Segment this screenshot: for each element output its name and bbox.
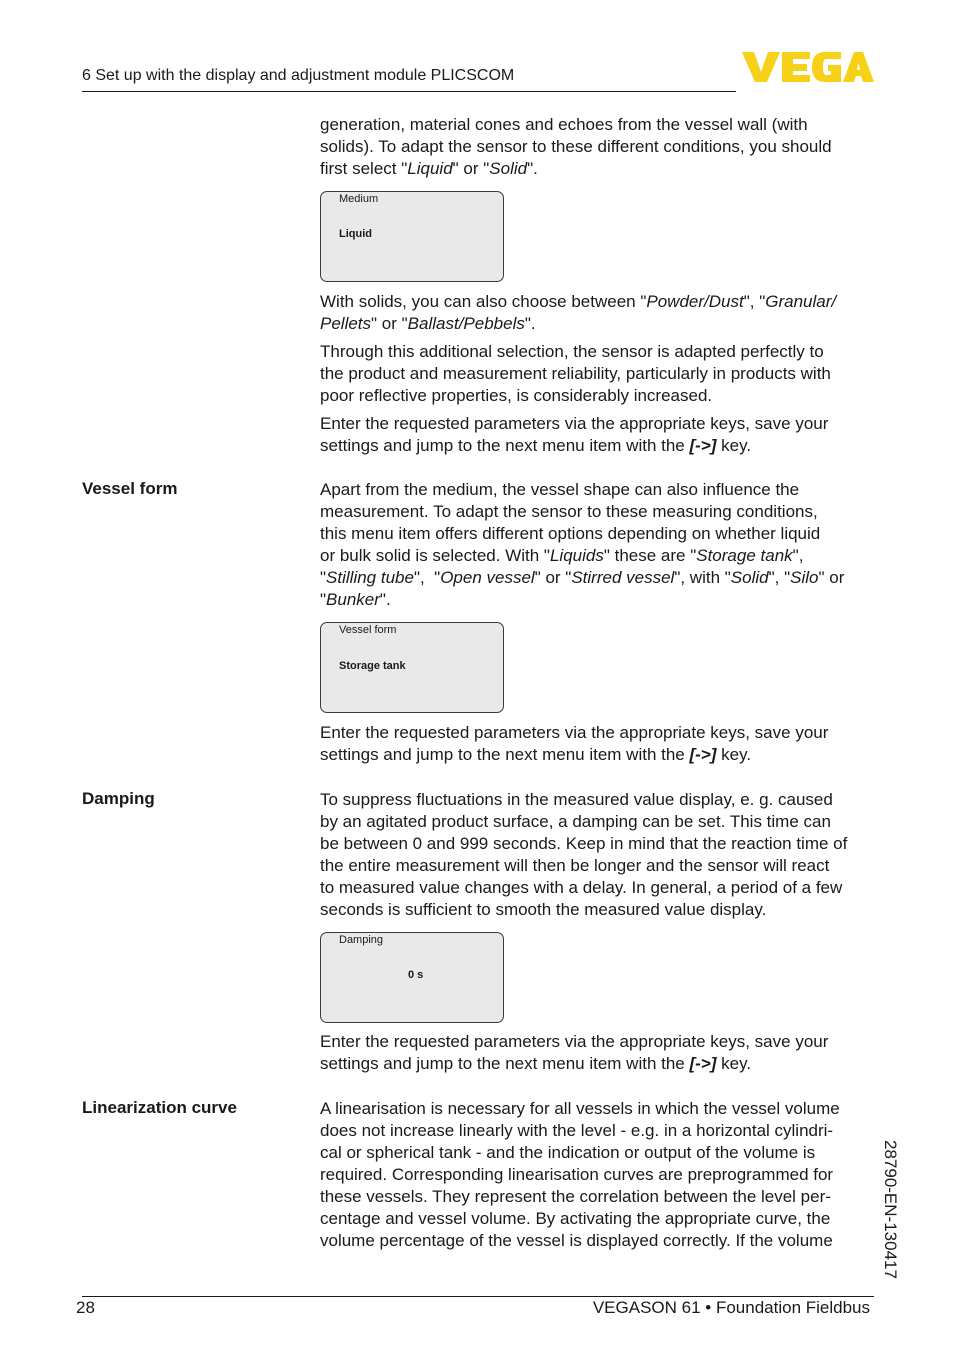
display-title: Vessel form <box>339 624 397 636</box>
page-number: 28 <box>76 1298 95 1317</box>
text-line: solids). To adapt the sensor to these different conditions, you should <box>320 137 832 156</box>
text-line: settings and jump to the next menu item with the [->] key. <box>320 1054 752 1073</box>
display-medium <box>320 191 504 282</box>
text-line: does not increase linearly with the level - e.g. in a horizontal cylindri- <box>320 1121 834 1140</box>
text-line: Pellets" or "Ballast/Pebbels". <box>320 314 536 333</box>
section-label-damping: Damping <box>82 789 155 808</box>
display-vessel-form <box>320 622 504 713</box>
section-label-vessel-form: Vessel form <box>82 479 178 498</box>
text-line: to measured value changes with a delay. In general, a period of a few <box>320 878 843 897</box>
text-line: cal or spherical tank - and the indication or output of the volume is <box>320 1143 816 1162</box>
additional-paragraph <box>320 341 880 407</box>
footer-divider <box>82 1296 874 1297</box>
header-divider <box>82 91 736 92</box>
text-line: by an agitated product surface, a damping can be set. This time can <box>320 812 831 831</box>
text-line: Through this additional selection, the sensor is adapted perfectly to <box>320 342 824 361</box>
key-label: [->] <box>689 1054 717 1073</box>
text-line: Apart from the medium, the vessel shape can also influence the <box>320 480 800 499</box>
display-title: Damping <box>339 934 384 946</box>
enter-parameters-paragraph <box>320 413 880 457</box>
vega-logo <box>740 50 874 84</box>
section-header: 6 Set up with the display and adjustment module PLICSCOM <box>82 67 515 84</box>
text-line: first select "Liquid" or "Solid". <box>320 159 538 178</box>
text-line: these vessels. They represent the correlation between the level per- <box>320 1187 831 1206</box>
text-line: volume percentage of the vessel is displayed correctly. If the volume <box>320 1231 833 1250</box>
intro-paragraph <box>320 114 880 180</box>
text-line: Enter the requested parameters via the appropriate keys, save your <box>320 414 829 433</box>
key-label: [->] <box>689 745 717 764</box>
text-line: Enter the requested parameters via the appropriate keys, save your <box>320 723 829 742</box>
text-line: With solids, you can also choose between "Powder/Dust", "Granular/ <box>320 292 837 311</box>
text-line: To suppress fluctuations in the measured value display, e. g. caused <box>320 790 833 809</box>
vessel-form-paragraph <box>320 479 880 611</box>
document-code: 28790-EN-130417 <box>881 1140 900 1279</box>
document-title: VEGASON 61 • Foundation Fieldbus <box>592 1298 870 1317</box>
display-damping <box>320 932 504 1023</box>
text-line: settings and jump to the next menu item with the [->] key. <box>320 745 752 764</box>
solids-paragraph <box>320 291 880 335</box>
text-line: poor reflective properties, is considerably increased. <box>320 386 713 405</box>
text-line: "Bunker". <box>320 590 391 609</box>
text-line: Enter the requested parameters via the appropriate keys, save your <box>320 1032 829 1051</box>
damping-paragraph <box>320 789 880 921</box>
text-line: measurement. To adapt the sensor to these measuring conditions, <box>320 502 818 521</box>
text-line: generation, material cones and echoes from the vessel wall (with <box>320 115 808 134</box>
text-line: A linearisation is necessary for all vessels in which the vessel volume <box>320 1099 840 1118</box>
text-line: the entire measurement will then be longer and the sensor will react <box>320 856 830 875</box>
linearization-paragraph <box>320 1098 880 1252</box>
text-line: this menu item offers different options depending on whether liquid <box>320 524 821 543</box>
text-line: the product and measurement reliability, particularly in products with <box>320 364 831 383</box>
text-line: "Stilling tube", "Open vessel" or "Stirred vessel", with "Solid", "Silo" or <box>320 568 845 587</box>
text-line: centage and vessel volume. By activating the appropriate curve, the <box>320 1209 831 1228</box>
display-value: 0 s <box>408 969 424 981</box>
display-value: Storage tank <box>339 660 406 672</box>
display-value: Liquid <box>339 228 372 240</box>
display-title: Medium <box>339 193 379 205</box>
text-line: seconds is sufficient to smooth the measured value display. <box>320 900 767 919</box>
key-label: [->] <box>689 436 717 455</box>
enter-parameters-paragraph <box>320 722 880 766</box>
section-label-linearization: Linearization curve <box>82 1098 237 1117</box>
enter-parameters-paragraph <box>320 1031 880 1075</box>
text-line: settings and jump to the next menu item with the [->] key. <box>320 436 752 455</box>
text-line: be between 0 and 999 seconds. Keep in mind that the reaction time of <box>320 834 848 853</box>
text-line: or bulk solid is selected. With "Liquids" these are "Storage tank", <box>320 546 804 565</box>
text-line: required. Corresponding linearisation curves are preprogrammed for <box>320 1165 834 1184</box>
